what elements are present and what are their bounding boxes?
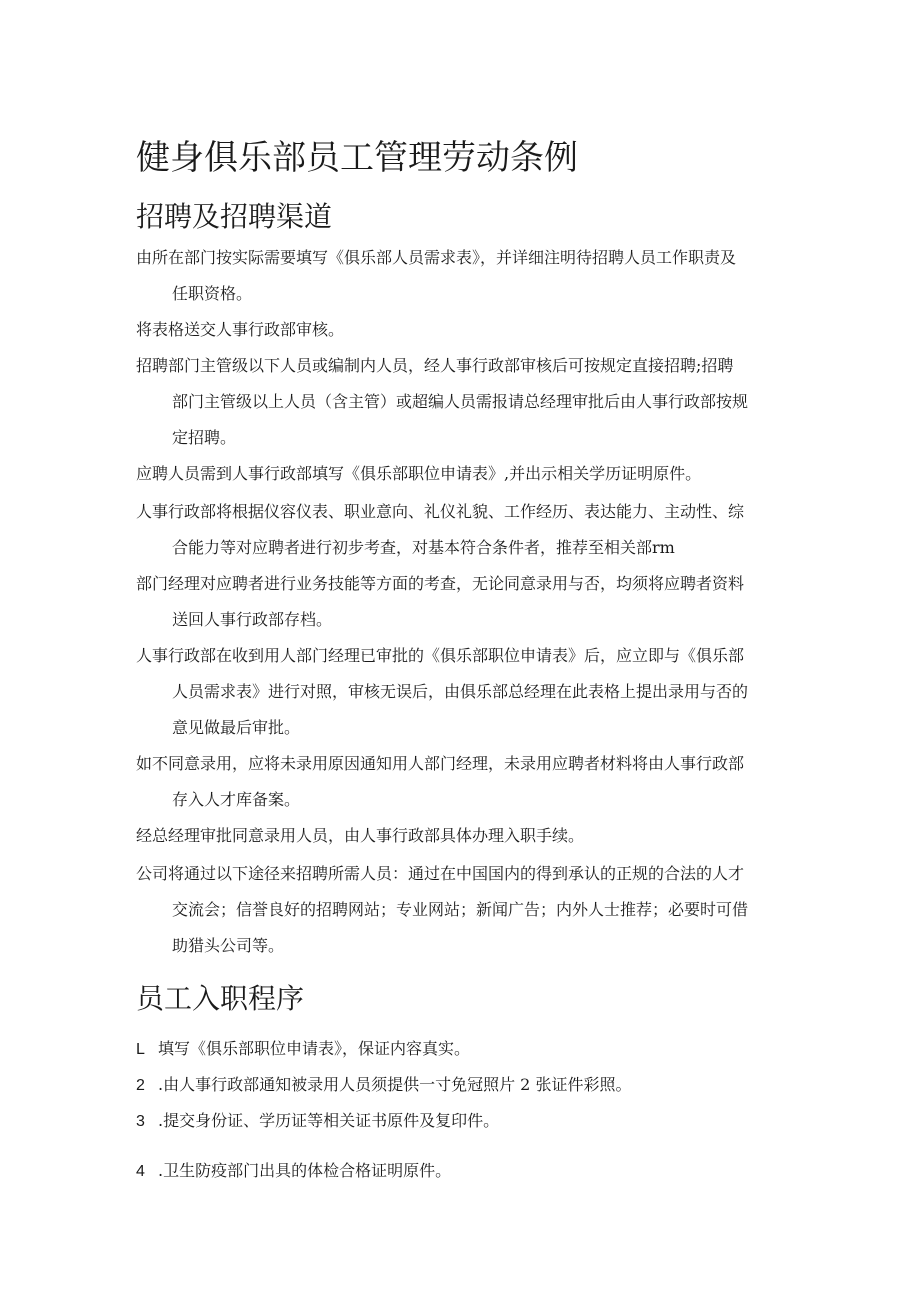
paragraph-line: 应聘人员需到人事行政部填写《俱乐部职位申请表》,并出示相关学历证明原件。 bbox=[136, 464, 702, 483]
paragraph-line: 公司将通过以下途径来招聘所需人员：通过在中国国内的得到承认的正规的合法的人才 bbox=[136, 864, 745, 883]
paragraph-line: 部门经理对应聘者进行业务技能等方面的考查，无论同意录用与否，均须将应聘者资料 bbox=[136, 574, 745, 593]
step-number: 2 bbox=[136, 1077, 145, 1094]
onboarding-step bbox=[136, 1070, 792, 1101]
step-number: 4 bbox=[136, 1163, 145, 1180]
step-text: 填写《俱乐部职位申请表》，保证内容真实。 bbox=[158, 1039, 471, 1058]
step-text: .提交身份证、学历证等相关证书原件及复印件。 bbox=[158, 1111, 500, 1130]
paragraph bbox=[136, 494, 792, 566]
paragraph-line: 招聘部门主管级以下人员或编制内人员，经人事行政部审核后可按规定直接招聘;招聘 bbox=[136, 356, 734, 375]
paragraph bbox=[136, 312, 792, 348]
section-heading-onboarding: 员工入职程序 bbox=[136, 982, 305, 1015]
step-number: 3 bbox=[136, 1113, 145, 1130]
paragraph-line: 经总经理审批同意录用人员，由人事行政部具体办理入职手续。 bbox=[136, 826, 585, 845]
paragraph-line: 定招聘。 bbox=[172, 428, 237, 447]
paragraph bbox=[136, 746, 792, 818]
paragraph-line: 任职资格。 bbox=[172, 284, 253, 303]
step-text: .卫生防疫部门出具的体检合格证明原件。 bbox=[158, 1161, 452, 1180]
paragraph-line: 如不同意录用，应将未录用原因通知用人部门经理，未录用应聘者材料将由人事行政部 bbox=[136, 754, 745, 773]
paragraph-line: 助猎头公司等。 bbox=[172, 936, 285, 955]
onboarding-step bbox=[136, 1156, 792, 1187]
paragraph-line: 人事行政部将根据仪容仪表、职业意向、礼仪礼貌、工作经历、表达能力、主动性、综 bbox=[136, 502, 745, 521]
document-title: 健身俱乐部员工管理劳动条例 bbox=[136, 138, 578, 178]
paragraph-line: 送回人事行政部存档。 bbox=[172, 610, 333, 629]
paragraph bbox=[136, 456, 792, 492]
paragraph bbox=[136, 240, 792, 312]
onboarding-step bbox=[136, 1106, 792, 1137]
paragraph bbox=[136, 856, 792, 964]
paragraph-line: 意见做最后审批。 bbox=[172, 718, 301, 737]
step-text: .由人事行政部通知被录用人员须提供一寸免冠照片 2 张证件彩照。 bbox=[158, 1075, 632, 1094]
paragraph-line: 合能力等对应聘者进行初步考查，对基本符合条件者，推荐至相关部rm bbox=[172, 538, 675, 557]
paragraph-line: 部门主管级以上人员（含主管）或超编人员需报请总经理审批后由人事行政部按规 bbox=[172, 392, 749, 411]
paragraph bbox=[136, 638, 792, 746]
paragraph-line: 人事行政部在收到用人部门经理已审批的《俱乐部职位申请表》后，应立即与《俱乐部 bbox=[136, 646, 745, 665]
paragraph bbox=[136, 348, 792, 456]
paragraph bbox=[136, 818, 792, 854]
paragraph-line: 人员需求表》进行对照，审核无误后，由俱乐部总经理在此表格上提出录用与否的 bbox=[172, 682, 749, 701]
paragraph-line: 由所在部门按实际需要填写《俱乐部人员需求表》，并详细注明待招聘人员工作职责及 bbox=[136, 248, 737, 267]
onboarding-step bbox=[136, 1034, 792, 1065]
paragraph bbox=[136, 566, 792, 638]
section-heading-recruitment: 招聘及招聘渠道 bbox=[136, 200, 333, 233]
paragraph-line: 存入人才库备案。 bbox=[172, 790, 301, 809]
step-number: L bbox=[136, 1041, 145, 1058]
paragraph-line: 将表格送交人事行政部审核。 bbox=[136, 320, 345, 339]
paragraph-line: 交流会；信誉良好的招聘网站；专业网站；新闻广告；内外人士推荐；必要时可借 bbox=[172, 900, 749, 919]
